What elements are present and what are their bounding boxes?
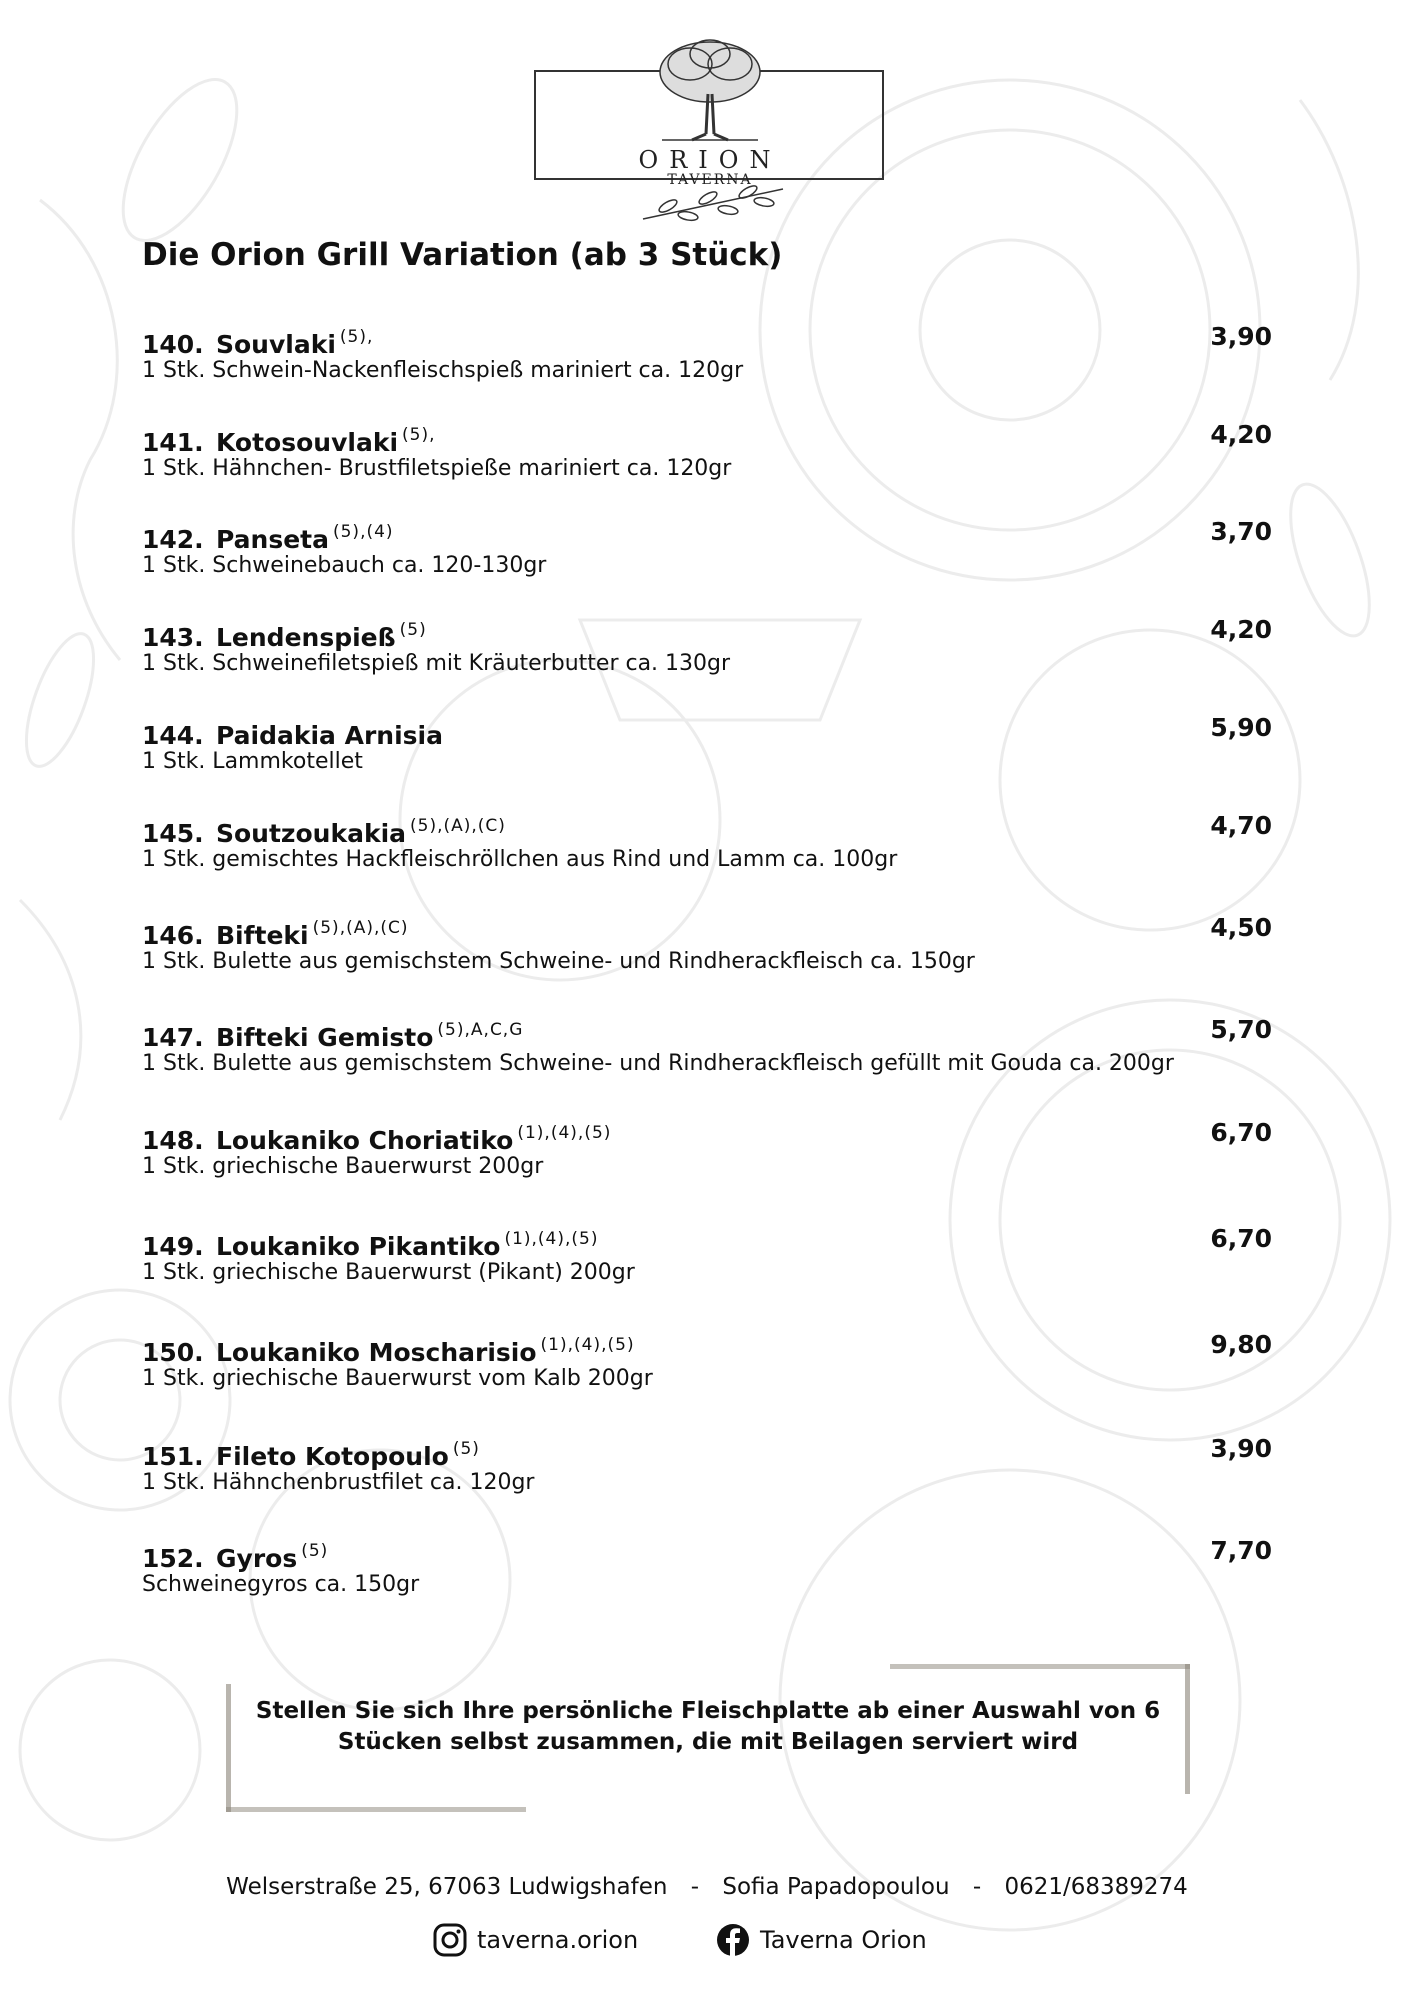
footer-separator: - <box>690 1874 700 1900</box>
menu-item-header <box>142 513 1272 554</box>
menu-item-price: 4,20 <box>1210 420 1272 449</box>
menu-item-allergens: (5), <box>402 425 436 445</box>
menu-item-description: 1 Stk. Bulette aus gemischstem Schweine- und Rindherackfleisch gefüllt mit Gouda ca. 200gr <box>142 1051 1174 1076</box>
menu-item-header <box>142 416 1272 457</box>
note-line-1: Stellen Sie sich Ihre persönliche Fleischplatte ab einer Auswahl von 6 <box>255 1698 1161 1724</box>
menu-item-allergens: (5),(A),(C) <box>312 918 409 938</box>
facebook-icon <box>716 1923 750 1957</box>
menu-item-name: Bifteki Gemisto <box>216 1023 434 1052</box>
menu-item <box>142 909 1272 976</box>
menu-item-description: 1 Stk. Schweinebauch ca. 120-130gr <box>142 553 547 578</box>
menu-item-name: Fileto Kotopoulo <box>216 1442 449 1471</box>
menu-item-description: 1 Stk. Schweinefiletspieß mit Kräuterbutter ca. 130gr <box>142 651 731 676</box>
menu-item-allergens: (1),(4),(5) <box>517 1123 612 1143</box>
brand-subtitle: TAVERNA <box>667 172 753 188</box>
menu-item-allergens: (1),(4),(5) <box>540 1335 635 1355</box>
menu-item-description: 1 Stk. Lammkotellet <box>142 749 363 774</box>
footer-phone[interactable]: 0621/68389274 <box>1004 1874 1188 1900</box>
menu-item-number: 152. <box>142 1544 204 1573</box>
menu-item-price: 3,70 <box>1210 517 1272 546</box>
menu-item-header <box>142 1011 1272 1052</box>
menu-item-price: 7,70 <box>1210 1536 1272 1565</box>
menu-item <box>142 318 1272 385</box>
menu-item <box>142 1011 1272 1078</box>
menu-item-price: 3,90 <box>1210 322 1272 351</box>
menu-item-name: Loukaniko Choriatiko <box>216 1126 514 1155</box>
footer-separator: - <box>972 1874 982 1900</box>
menu-item-description: 1 Stk. Hähnchen- Brustfiletspieße mariniert ca. 120gr <box>142 456 732 481</box>
menu-item <box>142 709 1272 776</box>
menu-item <box>142 1220 1272 1287</box>
menu-item-allergens: (5) <box>452 1439 480 1459</box>
footer-contact <box>0 1874 1414 1900</box>
menu-item-name: Loukaniko Pikantiko <box>216 1232 501 1261</box>
menu-item-header <box>142 1220 1272 1261</box>
menu-item-allergens: (5),A,C,G <box>437 1020 524 1040</box>
menu-item-number: 141. <box>142 428 204 457</box>
menu-item-description: 1 Stk. Schwein-Nackenfleischspieß mariniert ca. 120gr <box>142 358 744 383</box>
platter-note <box>226 1664 1190 1812</box>
menu-item <box>142 611 1272 678</box>
menu-item-allergens: (5) <box>301 1541 329 1561</box>
menu-item-description: 1 Stk. griechische Bauerwurst vom Kalb 200gr <box>142 1366 653 1391</box>
menu-item-allergens: (1),(4),(5) <box>504 1229 599 1249</box>
menu-item-description: Schweinegyros ca. 150gr <box>142 1572 420 1597</box>
menu-item <box>142 1532 1272 1599</box>
menu-item-header <box>142 1326 1272 1367</box>
menu-item <box>142 416 1272 483</box>
facebook-link[interactable] <box>716 1922 927 1958</box>
menu-item-header <box>142 807 1272 848</box>
section-title: Die Orion Grill Variation (ab 3 Stück) <box>142 237 783 273</box>
menu-item-allergens: (5), <box>339 327 374 347</box>
menu-item-name: Soutzoukakia <box>216 819 407 848</box>
menu-item-number: 147. <box>142 1023 204 1052</box>
menu-item-name: Panseta <box>216 525 329 554</box>
brand-name: ORION <box>638 146 782 174</box>
menu-item-price: 9,80 <box>1210 1330 1272 1359</box>
menu-item-price: 5,70 <box>1210 1015 1272 1044</box>
olive-branch-icon <box>638 184 788 224</box>
menu-item-header <box>142 709 1272 750</box>
menu-item-number: 144. <box>142 721 204 750</box>
note-line-2: Stücken selbst zusammen, die mit Beilagen serviert wird <box>337 1729 1079 1755</box>
menu-item-price: 4,50 <box>1210 913 1272 942</box>
menu-item <box>142 807 1272 874</box>
facebook-page: Taverna Orion <box>760 1926 927 1954</box>
menu-item-header <box>142 1430 1272 1471</box>
menu-item <box>142 1430 1272 1497</box>
menu-item-header <box>142 1114 1272 1155</box>
menu-item <box>142 513 1272 580</box>
menu-item-number: 146. <box>142 921 204 950</box>
note-text <box>226 1696 1190 1758</box>
menu-item-price: 4,20 <box>1210 615 1272 644</box>
menu-item <box>142 1326 1272 1393</box>
instagram-icon <box>433 1923 467 1957</box>
tree-logo-icon <box>652 34 768 144</box>
menu-item-description: 1 Stk. griechische Bauerwurst (Pikant) 200gr <box>142 1260 635 1285</box>
menu-item-number: 142. <box>142 525 204 554</box>
menu-item-header <box>142 611 1272 652</box>
menu-item-header <box>142 909 1272 950</box>
footer-owner: Sofia Papadopoulou <box>722 1874 950 1900</box>
instagram-link[interactable] <box>433 1922 638 1958</box>
menu-item-description: 1 Stk. griechische Bauerwurst 200gr <box>142 1154 544 1179</box>
menu-item-name: Bifteki <box>216 921 309 950</box>
menu-item-allergens: (5),(A),(C) <box>410 816 506 836</box>
menu-item-price: 6,70 <box>1210 1118 1272 1147</box>
menu-item-price: 4,70 <box>1210 811 1272 840</box>
menu-item-name: Kotosouvlaki <box>216 428 399 457</box>
instagram-handle: taverna.orion <box>477 1926 639 1954</box>
menu-item-price: 6,70 <box>1210 1224 1272 1253</box>
orion-logo <box>534 34 886 214</box>
menu-item <box>142 1114 1272 1181</box>
menu-item-number: 148. <box>142 1126 204 1155</box>
menu-item-number: 143. <box>142 623 204 652</box>
menu-item-number: 151. <box>142 1442 204 1471</box>
menu-item-description: 1 Stk. Bulette aus gemischstem Schweine- und Rindherackfleisch ca. 150gr <box>142 949 975 974</box>
menu-item-number: 140. <box>142 330 204 359</box>
menu-item-price: 5,90 <box>1210 713 1272 742</box>
menu-item-allergens: (5) <box>399 620 427 640</box>
menu-item-name: Lendenspieß <box>216 623 396 652</box>
menu-item-name: Souvlaki <box>216 330 336 359</box>
menu-item-name: Loukaniko Moscharisio <box>216 1338 537 1367</box>
menu-item-description: 1 Stk. Hähnchenbrustfilet ca. 120gr <box>142 1470 535 1495</box>
menu-item-number: 145. <box>142 819 204 848</box>
menu-item-description: 1 Stk. gemischtes Hackfleischröllchen aus Rind und Lamm ca. 100gr <box>142 847 898 872</box>
menu-item-number: 149. <box>142 1232 204 1261</box>
menu-item-header <box>142 318 1272 359</box>
menu-item-header <box>142 1532 1272 1573</box>
menu-item-name: Gyros <box>216 1544 298 1573</box>
menu-item-number: 150. <box>142 1338 204 1367</box>
menu-item-allergens: (5),(4) <box>332 522 394 542</box>
menu-item-name: Paidakia Arnisia <box>216 721 443 750</box>
footer-address: Welserstraße 25, 67063 Ludwigshafen <box>226 1874 668 1900</box>
menu-item-price: 3,90 <box>1210 1434 1272 1463</box>
